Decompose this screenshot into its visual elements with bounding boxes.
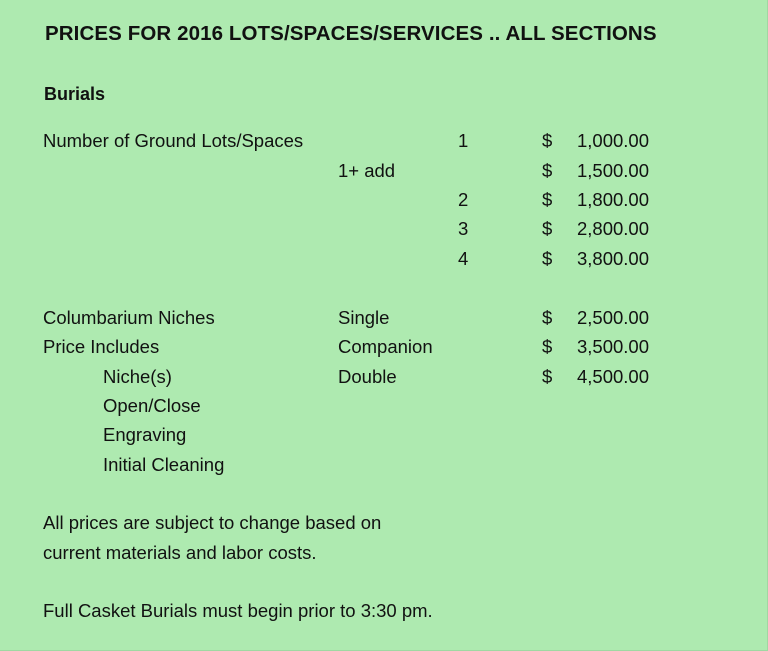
- currency-symbol: $: [542, 248, 553, 269]
- lot-count-1: 1: [458, 130, 469, 151]
- includes-item-niches: Niche(s): [103, 366, 172, 387]
- note-price-change-line1: All prices are subject to change based on: [43, 512, 382, 533]
- currency-symbol: $: [542, 218, 553, 239]
- includes-item-engraving: Engraving: [103, 424, 187, 445]
- lot-count-3: 3: [458, 218, 469, 239]
- niche-price-single: 2,500.00: [577, 307, 650, 328]
- lot-count-2: 2: [458, 189, 469, 210]
- lot-count-4: 4: [458, 248, 469, 269]
- niche-type-double: Double: [338, 366, 397, 387]
- niche-type-companion: Companion: [338, 336, 433, 357]
- niche-price-double: 4,500.00: [577, 366, 650, 387]
- section-heading-burials: Burials: [44, 84, 106, 104]
- currency-symbol: $: [542, 130, 553, 151]
- currency-symbol: $: [542, 307, 553, 328]
- lot-price-3: 2,800.00: [577, 218, 650, 239]
- lot-price-4: 3,800.00: [577, 248, 650, 269]
- lot-price-add: 1,500.00: [577, 160, 650, 181]
- currency-symbol: $: [542, 189, 553, 210]
- columbarium-label: Columbarium Niches: [43, 307, 215, 328]
- currency-symbol: $: [542, 160, 553, 181]
- includes-item-open-close: Open/Close: [103, 395, 201, 416]
- price-includes-label: Price Includes: [43, 336, 160, 357]
- page-title: PRICES FOR 2016 LOTS/SPACES/SERVICES .. ALL SECTIONS: [45, 22, 657, 45]
- niche-price-companion: 3,500.00: [577, 336, 650, 357]
- currency-symbol: $: [542, 366, 553, 387]
- lot-price-1: 1,000.00: [577, 130, 650, 151]
- niche-type-single: Single: [338, 307, 390, 328]
- note-casket-burial-time: Full Casket Burials must begin prior to 3:30 pm.: [43, 600, 433, 621]
- includes-item-initial-cleaning: Initial Cleaning: [103, 454, 225, 475]
- lot-qualifier-add: 1+ add: [338, 160, 396, 181]
- ground-lots-label: Number of Ground Lots/Spaces: [43, 130, 304, 151]
- currency-symbol: $: [542, 336, 553, 357]
- lot-price-2: 1,800.00: [577, 189, 650, 210]
- note-price-change-line2: current materials and labor costs.: [43, 542, 317, 563]
